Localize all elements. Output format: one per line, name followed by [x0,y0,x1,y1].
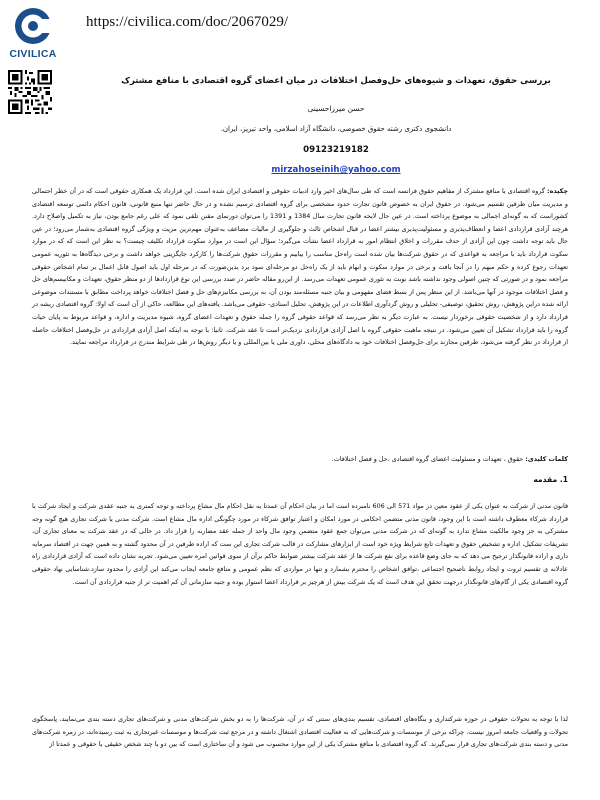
paper-title: بررسی حقوق، تعهدات و شیوه‌های حل‌وفصل اختلافات در میان اعضای گروه اقتصادی با منافع مشترک [121,76,551,86]
intro-paragraph-1: قانون مدنی از شرکت به عنوان یکی از عقود معین در مواد 571 الی 606 نامبرده است اما در بیان احکام آن عمدتا به نقل احکام مال مشاع پرداخته و توجه کمتری به جنبه عقدی شرکت و ایجاد شرکت با قرارداد شرکاء معطوف داشته است با این وجود، قانون مدنی متضمن احکامی در مورد امکان و اعتبار توافق شرکاء در مورد چگونگی اداره مال مشاع است. شرکت مدنی یا شرکت تجاری هیچ گونه وجه مشترکی به جز وجود مالکیت مشاع ندارد به گونه‌ای که در شرکت مدنی می‌توان جمع عقود متضمن وجود مال واحد از جمله عقد مضاربه را قرار داد. در حالی که در عقد شرکت به معنای تجاری آن، تشریفات تشکیل، اداره و تشخیص حقوق و تعهدات تابع شرایط ویژه خود است از ابزارهای مشارکت در قالب شرکت تجاری این ست که اراده طرفین در آن محدود گشته و به همین جهت در اقتصاد سرمایه داری و اراده قانونگذار ترجیح می دهد که به جای وضع قاعده برای نفع شرکت ها از عقد شرکت بیشتر ضوابط حاکم برآن از سوی قوانین امره تعیین می‌شود. تجربه نشان داده است که آزادی قراردادی راه عادلانه ی تقسیم ثروت و ایجاد روابط ناصحیح اجتماعی ،توافق اشخاص را محترم بشمارد و تنها در مواردی که نظم عمومی و منافع جامعه ایجاب می‌کند این آزادی را محدود سازد.شناسایی نهاد حقوقی گروه اقتصادی یکی از گام‌های قانونگذار درجهت تحقق این هدف است که یک شرکت بیش از هرچیز بر قرارداد اعضا استوار بوده و جنبه سازمانی آن کم اهمیت تر از جنبه قراردادی آن است. [32,502,569,586]
intro-paragraph-2: لذا با توجه به تحولات حقوقی در حوزه شرکتداری و بنگاه‌های اقتصادی، تقسیم بندی‌های سنتی که در آن، شرکت‌ها را به دو بخش شرکت‌های مدنی و شرکت‌های تجاری دسته بندی می‌نمایند، پاسخگوی تحولات و واقعیات جامعه امروز نیست. چراکه برخی از موسسات و شرکت‌هایی که به فعالیت اقتصادی اشتغال داشته و در مرجع ثبت شرکت‌ها و موسسات غیرتجاری به ثبت رسیده‌اند، در زمره شرکت‌های مدنی و دسته بندی شرکت‌های تجاری قرار نمی‌گیرند. که گروه اقتصادی با منافع مشترک یکی از این موارد محسوب می شود و آن ساختاری است که بین دو یا چند شخص حقیقی یا حقوقی و عمدتا از [32,715,568,749]
author-email-link[interactable]: mirzahoseinih@yahoo.com [271,165,401,175]
author-affiliation: دانشجوی دکتری رشته حقوق خصوصی، دانشگاه آزاد اسلامی، واحد تبریز، ایران. [220,125,452,133]
keywords-label: کلمات کلیدی: [525,455,568,463]
author-phone: 09123219182 [303,145,369,155]
article-header [86,70,586,175]
document-url[interactable]: https://civilica.com/doc/2067029/ [86,14,289,30]
abstract-text: گروه اقتصادی با منافع مشترک از مفاهیم حقوق فرانسه است که طی سال‌های اخیر وارد ادبیات حقوقی و اقتصادی ایران شده است. این قرارداد یک همکاری حقوقی است که در آن خطر احتمالی و مدیریت میان طرفین تقسیم می‌شود. در حقوق ایران به خصوص قانون تجارت حدود مشخصی برای گروه اقتصادی ترسیم نشده و در حال حاضر تنها منبع قانونی، قانون احکام دائمی توسعه اقتصادی کشوراست که به گونه‌ای اجمالی به موضوع پرداخته است. در عین حال لایحه قانون تجارت سال 1384 و 1391 را می‌توان دورنمای مقنن تلقی نمود که علی رغم جامع بودن، نیاز به تکمیل واصلاح دارد. هرچند آزادی قراردادی اعضا و انعطاف‌پذیری و مسئولیت‌پذیری بیشتر اعضا در قبال اشخاص ثالث و جلوگیری از مالیات مضاعف به‌عنوان مهم‌ترین مزیت و ویژگی گروه اقتصادی به‌شمار می‌رود؛ در عین حال باید توجه داشت چون این آزادی از حدف مقررات و اخلاق انتظام امور به قرارداد اعضا نشأت می‌گیرد؛ سؤال این است در موارد سکوت قرارداد تکلیف چیست؟ به نظر این است که که در موارد سکوت قرارداد باید با مراجعه به قواعدی که در حقوق شرکت‌ها بیان شده است راه‌حل مناسب را بیابیم و مقررات حقوق شرکت‌ها را کارکرد جایگزینی خواهد داشت و برخی دیدگاه‌ها به تئوریه عمومی تعهدات رجوع کرده و حکم مبهم را در آنجا یافت و برخی در موارد سکوت و ابهام باید از یک راه‌حل دو مرحله‌ای سود برد بدین‌صورت که در مرحله اول باید اصول قابل اعمال بر تمام اشخاص حقوقی مراجعه نمود و در صورتی که چنین اصولی وجود نداشته باشد نوبت به تئوری عمومی تعهدات می‌رسد. از این‌رو مقاله حاضر در صدد بررسی این نوع قراردادها از دو منظر حقوق، تعهدات و مکانیسم‌های حل و فصل اختلافات موجود در آنها می‌باشد. از این منظر پس از بسط فضای مفهومی و بیان جنبه مسئله‌مند بودن آن، به بررسی مکانیزم‌های حل و فصل اختلافات خواهد پرداخت مطابق با مستندات موضوعی ارائه شده دراین پژوهش، روش تحقیق، توصیفی- تحلیلی و روش گردآوری اطلاعات در این پژوهش، تحلیل اسنادی- حقوقی می‌باشد. یافته‌های این مطالعه، حاکی از آن است که اولا: گروه اقتصادی ریشه در قرارداد دارد و از شخصیت حقوقی برخوردار نیست. به عبارت دیگر به نظر می‌رسد که قواعد حقوقی گروه را جمله حقوق و تعهدات اعضای گروه، شیوه مدیریت و اداره، و قواعد مربوط به پایان حیات گروه را باید قرارداد تشکیل آن تعیین می‌شود. در نتیجه ماهیت حقوقی گروه با اصل آزادی قراردادی نزدیک‌تر است تا عقد شرکت. ثانیا: با توجه به اینکه اصل آزادی قراردادی در حل‌وفصل اختلافات حاصله از قرارداد در نظر گرفته می‌شود، طرفین مجازند برای حل‌وفصل اختلافات خود به دادگاه‌های محلی، داوری ملی یا بین‌المللی و یا دیگر روش‌ها در طی شرایط مندرج در قرارداد مراجعه نمایند. [32,187,569,347]
abstract-label: چکیده: [547,187,568,195]
author-name: حسن میرزاحسینی [307,104,365,113]
keywords-text: حقوق ، تعهدات و مسئولیت اعضای گروه اقتصادی ،حل و فصل اختلافات. [331,455,524,463]
qr-code-icon [8,70,52,114]
civilica-logo[interactable] [6,6,60,66]
civilica-c-icon [13,6,53,46]
logo-text: CIVILICA [9,48,57,60]
section-heading: 1. مقدمه [533,475,568,484]
keywords-paragraph [32,453,568,466]
abstract-paragraph [32,185,568,349]
